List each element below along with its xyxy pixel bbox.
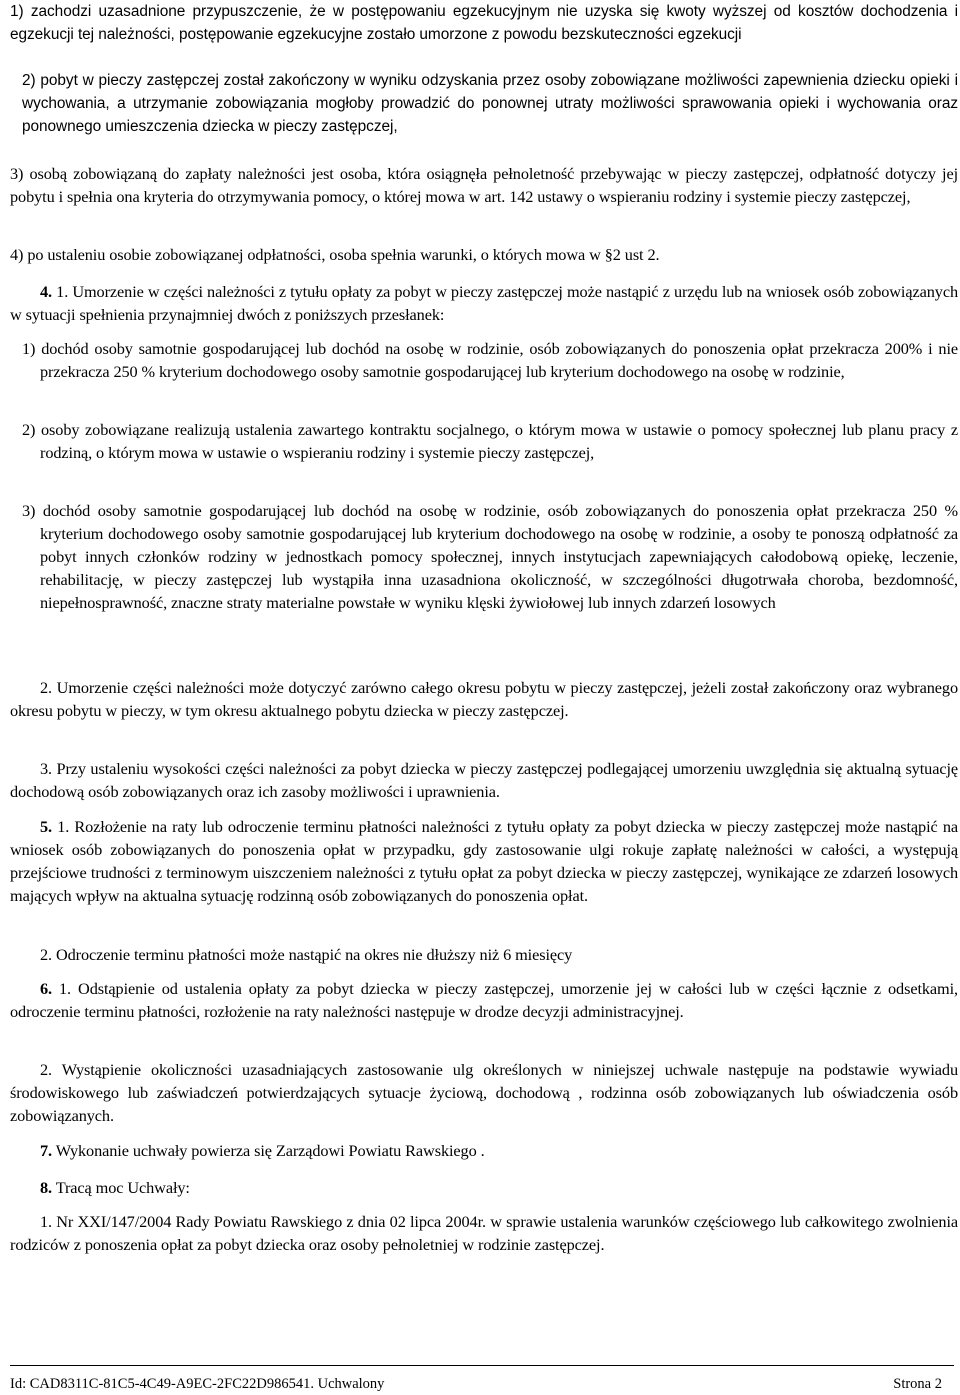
paragraph-condition-2: 2) pobyt w pieczy zastępczej został zakończony w wyniku odzyskania przez osoby zobowiązane możliwości zapewnienia dziecku opieki i wychowania, a utrzymanie zobowiązania mogłoby prowadzić do ponownej utraty możliwości sprawowania opieki i wychowania oraz ponownego umieszczenia dziecka w pieczy zastępczej, bbox=[22, 72, 958, 135]
section-8-item-1: 1. Nr XXI/147/2004 Rady Powiatu Rawskiego z dnia 02 lipca 2004r. w sprawie ustalenia warunków częściowego lub całkowitego zwolnienia rodziców z ponoszenia opłat za pobyt dziecka oraz osoby pełnoletniej w rodzinie zastępczej. bbox=[10, 1212, 958, 1254]
paragraph-condition-3: 3) osobą zobowiązaną do zapłaty należności jest osoba, która osiągnęła pełnoletność przebywając w pieczy zastępczej, odpłatność dotyczy jej pobytu i spełnia ona kryteria do otrzymywania pomocy, o której mowa w art. 142 ustawy o wspieraniu rodziny i systemie pieczy zastępczej, bbox=[10, 164, 958, 206]
paragraph-condition-4: 4) po ustaleniu osobie zobowiązanej odpłatności, osoba spełnia warunki, o których mowa w §2 ust 2. bbox=[10, 245, 660, 264]
section-5-paragraph-2: 2. Odroczenie terminu płatności może nastąpić na okres nie dłuższy niż 6 miesięcy bbox=[40, 945, 573, 964]
section-4-number: 4. bbox=[40, 282, 53, 301]
footer-page-number: Strona 2 bbox=[893, 1376, 942, 1392]
section-7-number: 7. bbox=[40, 1141, 53, 1160]
section-5-number: 5. bbox=[40, 817, 53, 836]
section-4-condition-1: 1) dochód osoby samotnie gospodarującej lub dochód na osobę w rodzinie, osób zobowiązanych do ponoszenia opłat przekracza 200% i nie przekracza 250 % kryterium dochodowego osoby samotnie gospodarującej lub kryterium dochodowego na osobę w rodzinie, bbox=[22, 339, 958, 381]
section-4-paragraph-1 bbox=[10, 280, 958, 326]
section-8-text: Tracą moc Uchwały: bbox=[52, 1178, 190, 1197]
section-4-paragraph-2: 2. Umorzenie części należności może dotyczyć zarówno całego okresu pobytu w pieczy zastępczej, jeżeli został zakończony oraz wybranego okresu pobytu w pieczy, w tym okresu aktualnego pobytu dziecka w pieczy zastępczej. bbox=[10, 678, 958, 720]
paragraph-condition-1: 1) zachodzi uzasadnione przypuszczenie, że w postępowaniu egzekucyjnym nie uzyska się kwoty wyższej od kosztów dochodzenia i egzekucji tej należności, postępowanie egzekucyjne zostało umorzone z powodu bezskuteczności egzekucji bbox=[10, 3, 958, 43]
section-5-text: 1. Rozłożenie na raty lub odroczenie terminu płatności należności z tytułu opłaty za pobyt dziecka w pieczy zastępczej może nastąpić na wniosek osób zobowiązanych do ponoszenia opłat w przypadku, gdy zastosowanie ulgi rokuje zapłatę należności w całości, a występują przejściowe trudności z terminowym uiszczeniem należności z tytułu opłat za pobyt dziecka w pieczy zastępczej, wynikające ze zdarzeń losowych mających wpływ na aktualna sytuację rodzinną osób zobowiązanych do ponoszenia opłat. bbox=[10, 817, 958, 905]
section-6-number: 6. bbox=[40, 979, 53, 998]
section-4-paragraph-3: 3. Przy ustaleniu wysokości części należności za pobyt dziecka w pieczy zastępczej podlegającej umorzeniu uwzględnia się aktualną sytuację dochodową osób zobowiązanych oraz ich zasoby możliwości i uprawnienia. bbox=[10, 759, 958, 801]
section-6-paragraph-2: 2. Wystąpienie okoliczności uzasadniających zastosowanie ulg określonych w niniejszej uchwale następuje na podstawie wywiadu środowiskowego lub zaświadczeń potwierdzających sytuacje życiową, dochodową , rodzinna osób zobowiązanych lub oświadczenia osób zobowiązanych. bbox=[10, 1060, 958, 1125]
section-5-paragraph-1 bbox=[10, 815, 958, 907]
section-8-number: 8. bbox=[40, 1178, 53, 1197]
footer-divider bbox=[10, 1365, 954, 1366]
section-8-paragraph bbox=[10, 1176, 958, 1199]
section-4-text: 1. Umorzenie w części należności z tytułu opłaty za pobyt w pieczy zastępczej może nastąpić z urzędu lub na wniosek osób zobowiązanych w sytuacji spełnienia przynajmniej dwóch z poniższych przesłanek: bbox=[10, 282, 958, 324]
section-7-paragraph bbox=[10, 1139, 958, 1162]
footer-document-id: Id: CAD8311C-81C5-4C49-A9EC-2FC22D986541. Uchwalony bbox=[10, 1376, 385, 1392]
section-6-text: 1. Odstąpienie od ustalenia opłaty za pobyt dziecka w pieczy zastępczej, umorzenie jej w całości lub w części łącznie z odsetkami, odroczenie terminu płatności, rozłożenie na raty należności następuje w drodze decyzji administracyjnej. bbox=[10, 979, 958, 1021]
section-6-paragraph-1 bbox=[10, 977, 958, 1023]
section-4-condition-3: 3) dochód osoby samotnie gospodarującej lub dochód na osobę w rodzinie, osób zobowiązanych do ponoszenia opłat przekracza 250 % kryterium dochodowego osoby samotnie gospodarującej lub kryterium dochodowego na osobę w rodzinie, a osoby te ponoszą odpłatność za pobyt innych członków rodziny w jednostkach pomocy społecznej, innych instytucjach zapewniających całodobową opiekę, leczenie, rehabilitację, w pieczy zastępczej lub wystąpiła inna uzasadniona okoliczność, w szczególności długotrwała choroba, bezdomność, niepełnosprawność, znaczne straty materialne powstałe w wyniku klęski żywiołowej lub innych zdarzeń losowych bbox=[22, 501, 958, 612]
section-7-text: Wykonanie uchwały powierza się Zarządowi Powiatu Rawskiego . bbox=[52, 1141, 485, 1160]
section-4-condition-2: 2) osoby zobowiązane realizują ustalenia zawartego kontraktu socjalnego, o którym mowa w ustawie o pomocy społecznej lub planu pracy z rodziną, o którym mowa w ustawie o wspieraniu rodziny i systemie pieczy zastępczej, bbox=[22, 420, 958, 462]
